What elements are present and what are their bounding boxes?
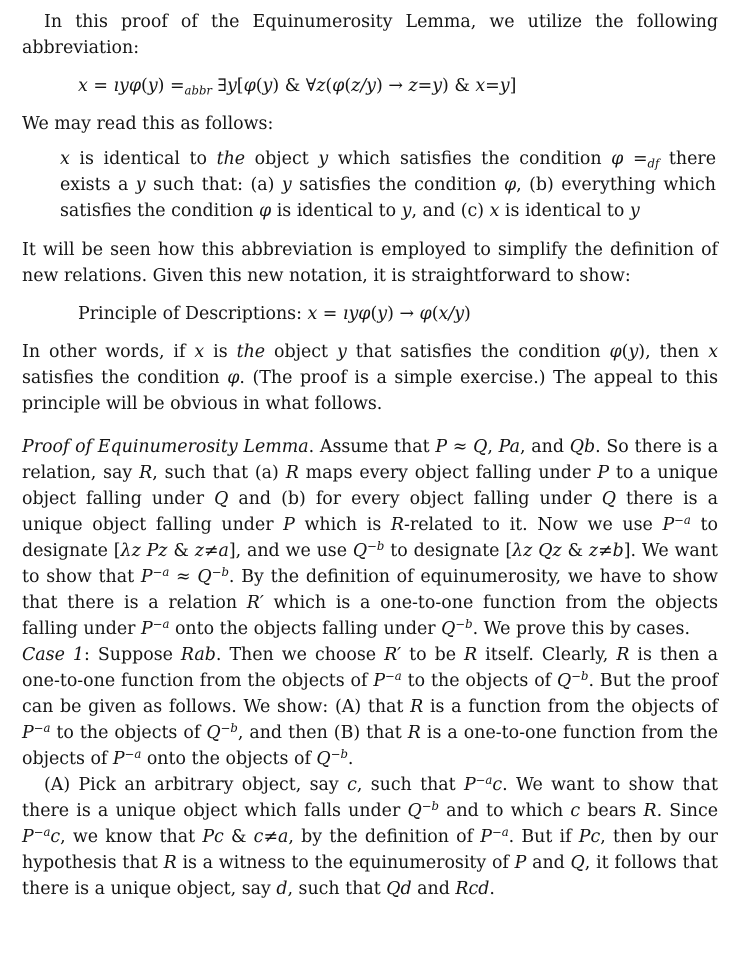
math-superscript-run: −b bbox=[220, 721, 238, 736]
text-run: = bbox=[317, 304, 343, 324]
text-run: ]. We want to show that bbox=[22, 541, 718, 587]
text-run: ( bbox=[621, 342, 629, 362]
text-run: , such that (a) bbox=[152, 463, 286, 483]
math-superscript-run: −a bbox=[33, 825, 51, 840]
text-run: ≠ bbox=[598, 541, 613, 561]
text-run: . By the definition of equinumerosity, we have to show that there is a relation bbox=[22, 567, 718, 613]
text-run: Principle of Descriptions: bbox=[78, 304, 308, 324]
math-run: R′ bbox=[384, 645, 402, 665]
text-run: is then a one-to-one function from the objects of bbox=[22, 645, 718, 691]
text-run: and (b) for every object falling under bbox=[228, 489, 602, 509]
math-run: P bbox=[283, 515, 295, 535]
text-run: : Suppose bbox=[83, 645, 181, 665]
math-run: z bbox=[408, 76, 418, 96]
text-run: is identical to bbox=[271, 201, 402, 221]
text-run: to the objects of bbox=[401, 671, 558, 691]
math-run: z/y bbox=[351, 76, 377, 96]
math-run: y bbox=[318, 149, 329, 169]
math-run: P bbox=[141, 619, 153, 639]
math-superscript-run: −a bbox=[491, 825, 509, 840]
text-run: onto the objects falling under bbox=[169, 619, 442, 639]
math-run: P bbox=[112, 749, 125, 769]
abbreviation-formula bbox=[78, 73, 718, 99]
math-run: φ bbox=[258, 201, 272, 221]
math-run: R bbox=[139, 463, 153, 483]
text-run: . We prove this by cases. bbox=[472, 619, 690, 639]
text-run: = bbox=[485, 76, 500, 96]
text-run: and bbox=[411, 879, 456, 899]
math-run: Qd bbox=[386, 879, 412, 899]
text-run: ) & bbox=[442, 76, 476, 96]
text-run: , we know that bbox=[60, 827, 203, 847]
math-run: c bbox=[570, 801, 581, 821]
text-run: , and then (B) that bbox=[237, 723, 408, 743]
math-run: Q bbox=[206, 723, 221, 743]
math-run: y bbox=[336, 342, 347, 362]
text-run: , bbox=[487, 437, 499, 457]
math-run: y bbox=[432, 76, 443, 96]
math-run: y bbox=[135, 175, 146, 195]
principle-of-descriptions-line bbox=[78, 301, 718, 327]
text-run: , it follows that there is a unique object, say bbox=[22, 853, 718, 899]
math-subscript-run: abbr bbox=[184, 83, 212, 98]
text-run: ∃ bbox=[211, 76, 227, 96]
math-superscript-run: −b bbox=[211, 565, 229, 580]
text-run: ) → bbox=[376, 76, 409, 96]
math-run: ıyφ bbox=[113, 76, 142, 96]
text-run: (A) Pick an arbitrary object, say bbox=[44, 775, 348, 795]
text-run: ) = bbox=[157, 76, 185, 96]
text-run: and bbox=[526, 853, 571, 873]
principle-explanation-paragraph bbox=[22, 339, 718, 417]
math-run: P bbox=[480, 827, 492, 847]
text-run: there exists a bbox=[60, 149, 716, 195]
text-run: . Since bbox=[656, 801, 718, 821]
math-run: d bbox=[276, 879, 288, 899]
text-run: It will be seen how this abbreviation is employed to simplify the definition of new relations. Given this new notation, it is straightforward to show: bbox=[22, 240, 718, 286]
math-run: Pa bbox=[498, 437, 520, 457]
math-run: φ bbox=[419, 304, 432, 324]
math-run: P bbox=[435, 437, 448, 457]
math-run: φ bbox=[332, 76, 345, 96]
math-run: φ bbox=[609, 342, 622, 362]
math-run: P bbox=[373, 671, 386, 691]
text-run: ), then bbox=[638, 342, 709, 362]
math-run: y bbox=[226, 76, 237, 96]
text-run: , by the definition of bbox=[288, 827, 481, 847]
math-run: c bbox=[347, 775, 357, 795]
text-run: . We want to show that there is a unique object which falls under bbox=[22, 775, 718, 821]
math-run: P bbox=[514, 853, 527, 873]
math-run: y bbox=[377, 304, 388, 324]
math-subscript-run: df bbox=[647, 156, 660, 171]
math-run: R bbox=[285, 463, 299, 483]
math-run: λz Qz bbox=[512, 541, 562, 561]
text-run: ( bbox=[344, 76, 352, 96]
text-run: . Assume that bbox=[308, 437, 436, 457]
math-run: ıyφ bbox=[342, 304, 371, 324]
math-run: y bbox=[147, 76, 158, 96]
math-run: x bbox=[78, 76, 88, 96]
text-run: to the objects of bbox=[50, 723, 207, 743]
math-run: x bbox=[489, 201, 500, 221]
text-run: We may read this as follows: bbox=[22, 114, 274, 134]
text-run: . bbox=[347, 749, 354, 769]
math-run: Pc bbox=[202, 827, 224, 847]
math-run: a bbox=[218, 541, 229, 561]
math-run: x bbox=[708, 342, 718, 362]
text-run: ≈ bbox=[169, 567, 198, 587]
read-as-paragraph bbox=[22, 111, 718, 137]
text-run: which satisfies the condition bbox=[328, 149, 612, 169]
text-run: , such that bbox=[287, 879, 387, 899]
case1-paragraph bbox=[22, 642, 718, 772]
text-run: ], and we use bbox=[228, 541, 353, 561]
text-run: is bbox=[204, 342, 237, 362]
text-run: . So there is a relation, say bbox=[22, 437, 718, 483]
text-run: such that: (a) bbox=[145, 175, 282, 195]
math-run: x/y bbox=[438, 304, 465, 324]
math-run: Q bbox=[473, 437, 488, 457]
math-run: P bbox=[22, 827, 34, 847]
text-run: & bbox=[561, 541, 589, 561]
text-run: which is a one-to-one function from the objects falling under bbox=[22, 593, 718, 639]
math-run: y bbox=[262, 76, 273, 96]
math-superscript-run: −a bbox=[152, 565, 170, 580]
text-run: object bbox=[245, 149, 319, 169]
math-superscript-run: −a bbox=[124, 747, 142, 762]
math-run: Rab bbox=[180, 645, 216, 665]
math-run: R′ bbox=[246, 593, 264, 613]
italic-run: the bbox=[236, 342, 266, 362]
text-run: ) bbox=[464, 304, 471, 324]
math-run: φ bbox=[503, 175, 517, 195]
text-run: [ bbox=[236, 76, 244, 96]
math-superscript-run: −b bbox=[367, 539, 385, 554]
text-run: . But the proof can be given as follows. We show: (A) that bbox=[22, 671, 718, 717]
abbreviation-note-paragraph bbox=[22, 237, 718, 289]
math-run: b bbox=[612, 541, 624, 561]
math-run: R bbox=[410, 697, 424, 717]
math-run: R bbox=[616, 645, 630, 665]
math-superscript-run: −b bbox=[455, 617, 473, 632]
math-superscript-run: −b bbox=[421, 799, 439, 814]
text-run: & bbox=[223, 827, 254, 847]
math-superscript-run: −a bbox=[152, 617, 170, 632]
math-run: λz Pz bbox=[120, 541, 168, 561]
math-run: x bbox=[60, 149, 70, 169]
math-run: x bbox=[194, 342, 205, 362]
text-run: ] bbox=[509, 76, 517, 96]
text-run: is identical to bbox=[499, 201, 630, 221]
text-run: ≠ bbox=[203, 541, 219, 561]
text-run: , (b) everything which satisfies the condition bbox=[60, 175, 716, 221]
math-run: Q bbox=[601, 489, 616, 509]
math-run: φ bbox=[243, 76, 256, 96]
math-run: y bbox=[401, 201, 412, 221]
math-run: y bbox=[629, 201, 640, 221]
text-run: In this proof of the Equinumerosity Lemma, we utilize the following abbreviation: bbox=[22, 12, 718, 58]
text-run: ( bbox=[141, 76, 148, 96]
text-run: ( bbox=[325, 76, 333, 96]
math-run: Q bbox=[197, 567, 212, 587]
math-superscript-run: −b bbox=[330, 747, 348, 762]
math-run: c bbox=[492, 775, 503, 795]
math-run: Q bbox=[316, 749, 331, 769]
text-run: = bbox=[87, 76, 114, 96]
math-superscript-run: −a bbox=[674, 513, 691, 528]
math-run: R bbox=[390, 515, 405, 535]
text-run: onto the objects of bbox=[141, 749, 317, 769]
math-run: Q bbox=[352, 541, 368, 561]
math-run: y bbox=[628, 342, 639, 362]
italic-run: Case 1 bbox=[22, 645, 84, 665]
math-run: R bbox=[163, 853, 177, 873]
text-run: bears bbox=[580, 801, 644, 821]
math-run: z bbox=[588, 541, 599, 561]
text-run: , then by our hypothesis that bbox=[22, 827, 718, 873]
text-run: that satisfies the condition bbox=[346, 342, 610, 362]
math-run: P bbox=[22, 723, 34, 743]
math-run: φ bbox=[611, 149, 624, 169]
math-run: R bbox=[407, 723, 421, 743]
text-run: -related to it. Now we use bbox=[404, 515, 663, 535]
text-run: which is bbox=[294, 515, 391, 535]
text-run: to a unique object falling under bbox=[22, 463, 718, 509]
text-run: to designate [ bbox=[384, 541, 513, 561]
text-run: , and (c) bbox=[411, 201, 490, 221]
math-run: Q bbox=[407, 801, 422, 821]
text-run: is a one-to-one function from the objects of bbox=[22, 723, 718, 769]
math-run: P bbox=[463, 775, 476, 795]
text-run: maps every object falling under bbox=[298, 463, 598, 483]
text-run: and to which bbox=[438, 801, 571, 821]
math-run: Q bbox=[214, 489, 229, 509]
math-run: x bbox=[307, 304, 318, 324]
text-run: ) → bbox=[387, 304, 420, 324]
intro-paragraph bbox=[22, 9, 718, 61]
math-run: Q bbox=[557, 671, 572, 691]
math-run: Qb bbox=[569, 437, 596, 457]
math-run: z bbox=[316, 76, 326, 96]
text-run: satisfies the condition bbox=[291, 175, 504, 195]
text-run: is identical to bbox=[69, 149, 217, 169]
italic-run: the bbox=[216, 149, 246, 169]
case1-part-a-paragraph bbox=[22, 772, 718, 902]
math-run: φ bbox=[227, 368, 240, 388]
text-run: satisfies the condition bbox=[22, 368, 228, 388]
math-run: Rcd bbox=[455, 879, 490, 899]
math-run: P bbox=[140, 567, 153, 587]
italic-run: Proof of Equinumerosity Lemma bbox=[22, 437, 309, 457]
text-run: ( bbox=[431, 304, 439, 324]
math-run: c bbox=[253, 827, 264, 847]
math-superscript-run: −a bbox=[475, 773, 493, 788]
text-run: object bbox=[265, 342, 337, 362]
text-run: . bbox=[489, 879, 495, 899]
math-run: c bbox=[50, 827, 61, 847]
text-run: = bbox=[417, 76, 433, 96]
math-superscript-run: −a bbox=[33, 721, 51, 736]
text-run: ) & ∀ bbox=[272, 76, 317, 96]
math-superscript-run: −a bbox=[385, 669, 402, 684]
text-run: to designate [ bbox=[22, 515, 718, 561]
math-run: y bbox=[499, 76, 510, 96]
math-run: a bbox=[277, 827, 289, 847]
math-run: y bbox=[281, 175, 292, 195]
math-run: z bbox=[194, 541, 204, 561]
proof-paragraph bbox=[22, 434, 718, 642]
math-run: Q bbox=[570, 853, 585, 873]
math-run: R bbox=[643, 801, 657, 821]
text-run: , and bbox=[519, 437, 570, 457]
text-run: ( bbox=[255, 76, 263, 96]
text-run: . (The proof is a simple exercise.) The appeal to this principle will be obvious in what follows. bbox=[22, 368, 718, 414]
text-run: is a witness to the equinumerosity of bbox=[176, 853, 515, 873]
math-superscript-run: −b bbox=[571, 669, 589, 684]
math-run: x bbox=[475, 76, 486, 96]
text-run: to be bbox=[401, 645, 465, 665]
text-run: ( bbox=[370, 304, 378, 324]
text-run: . But if bbox=[508, 827, 579, 847]
text-run: is a function from the objects of bbox=[423, 697, 718, 717]
text-run: ≠ bbox=[263, 827, 278, 847]
math-run: P bbox=[662, 515, 675, 535]
text-run: . Then we choose bbox=[215, 645, 385, 665]
text-run: = bbox=[623, 149, 648, 169]
reading-blockquote bbox=[60, 146, 716, 224]
math-run: Pc bbox=[578, 827, 601, 847]
text-run: itself. Clearly, bbox=[477, 645, 617, 665]
text-run: In other words, if bbox=[22, 342, 195, 362]
text-run: ≈ bbox=[447, 437, 474, 457]
text-run: there is a unique object falling under bbox=[22, 489, 718, 535]
math-run: Q bbox=[441, 619, 456, 639]
text-run: & bbox=[167, 541, 195, 561]
text-run: , such that bbox=[356, 775, 464, 795]
math-run: R bbox=[464, 645, 478, 665]
math-run: P bbox=[597, 463, 610, 483]
